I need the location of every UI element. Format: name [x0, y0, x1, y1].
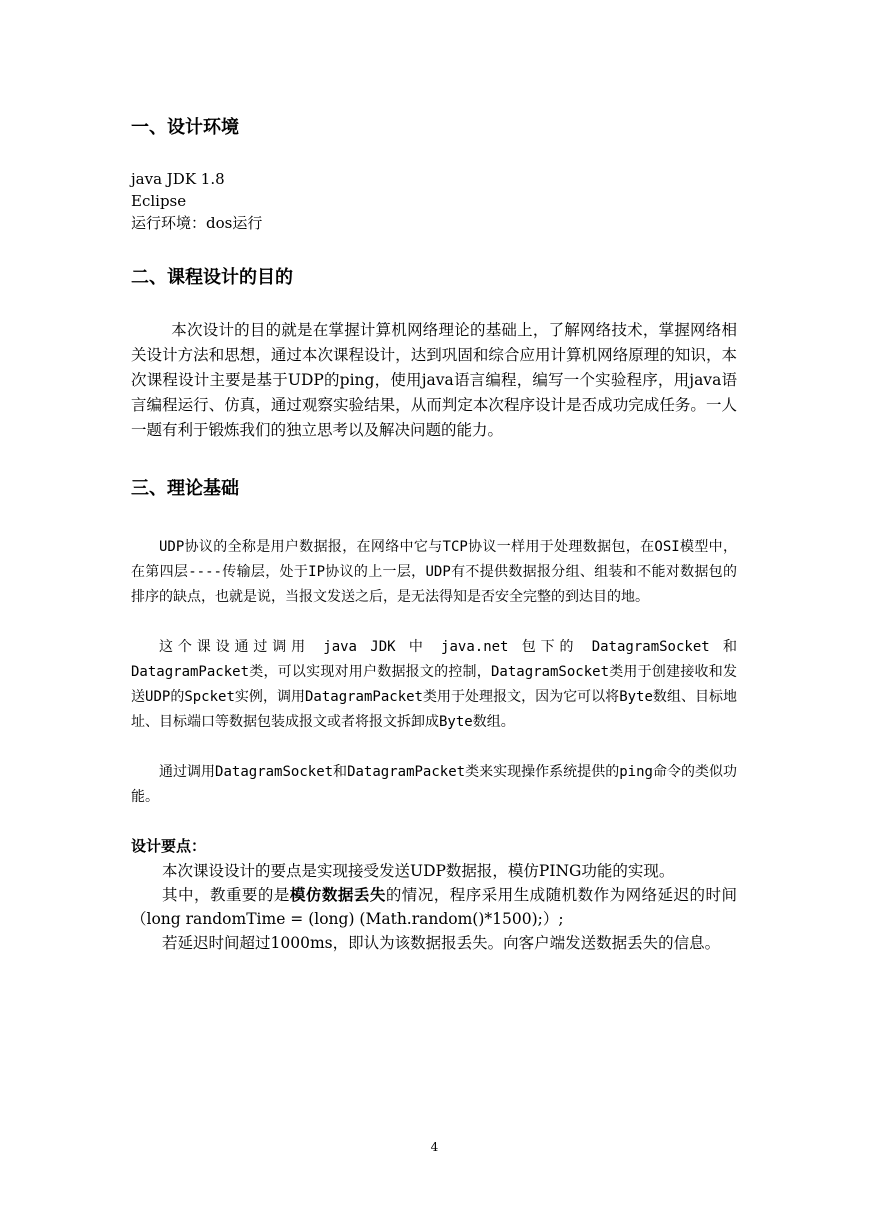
section-heading-design-environment: 一、设计环境 [131, 117, 239, 138]
page-content [131, 112, 737, 955]
environment-line: 运行环境：dos运行 [131, 214, 263, 232]
theory-paragraph-udp: UDP协议的全称是用户数据报，在网络中它与TCP协议一样用于处理数据包，在OSI模型中，在第四层----传输层，处于IP协议的上一层，UDP有不提供数据报分组、组装和不能对数据包的排序的缺点，也就是说，当报文发送之后，是无法得知是否安全完整的到达目的地。 [131, 539, 737, 605]
design-point-text: 其中，教重要的是 [162, 886, 290, 904]
theory-paragraph-datagram: 这个课设通过调用 java JDK 中 java.net 包下的 DatagramSocket 和 DatagramPacket类，可以实现对用户数据报文的控制，DatagramSocket类用于创建接收和发送UDP的Spcket实例，调用DatagramPacket类用于处理报文，因为它可以将Byte数组、目标地址、目标端口等数据包装成报文或者将报文拆卸成Byte数组。 [131, 639, 737, 730]
design-point-paragraph: 本次课设设计的要点是实现接受发送UDP数据报，模仿PING功能的实现。 [162, 862, 675, 880]
section-heading-theory-basis: 三、理论基础 [131, 478, 239, 499]
page-number: 4 [430, 1140, 439, 1154]
design-point-emphasis: 模仿数据丢失 [289, 886, 386, 904]
design-points-title: 设计要点： [131, 837, 207, 855]
environment-line: Eclipse [131, 192, 187, 210]
environment-list [131, 168, 737, 234]
environment-line: java JDK 1.8 [131, 170, 225, 188]
theory-paragraph-ping: 通过调用DatagramSocket和DatagramPacket类来实现操作系统提供的ping命令的类似功能。 [131, 764, 737, 805]
purpose-paragraph: 本次设计的目的就是在掌握计算机网络理论的基础上，了解网络技术，掌握网络相关设计方法和思想，通过本次课程设计，达到巩固和综合应用计算机网络原理的知识，本次课程设计主要是基于UDP的ping，使用java语言编程，编写一个实验程序，用java语言编程运行、仿真，通过观察实验结果，从而判定本次程序设计是否成功完成任务。一人一题有利于锻炼我们的独立思考以及解决问题的能力。 [131, 321, 737, 439]
design-point-paragraph: 若延迟时间超过1000ms，即认为该数据报丢失。向客户端发送数据丢失的信息。 [162, 934, 721, 952]
design-point-text: 的情况，程序采用生成随机数作为网络延迟的时间（long randomTime = (long) (Math.random()*1500);）; [131, 886, 737, 928]
design-point-paragraph [131, 883, 737, 931]
section-heading-course-purpose: 二、课程设计的目的 [131, 267, 293, 288]
